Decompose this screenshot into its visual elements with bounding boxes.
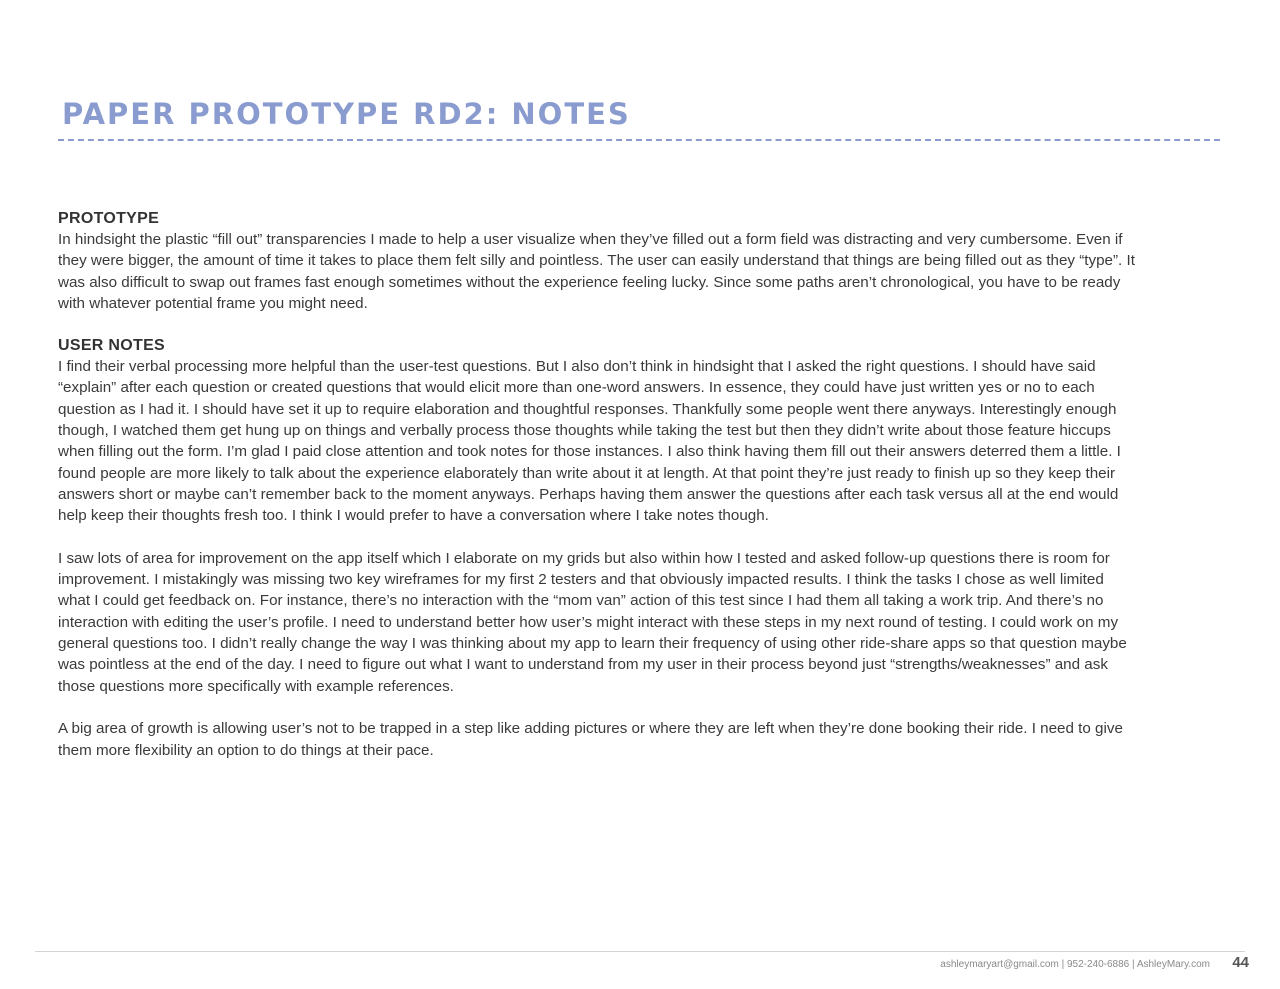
section-heading-user-notes: USER NOTES	[58, 337, 166, 355]
paragraph-spacer	[58, 697, 1138, 718]
footer-contact-info: ashleymaryart@gmail.com | 952-240-6886 | AshleyMary.com	[940, 959, 1210, 970]
section-heading-prototype: PROTOTYPE	[58, 210, 160, 227]
paragraph-spacer	[58, 527, 1138, 548]
user-notes-paragraph-1: I find their verbal processing more helpful than the user-test questions. But I also don’t think in hindsight that I asked the right questions. I should have said “explain” after each question or created questions that would elicit more than one-word answers. In essence, they could have just written yes or no to each question as I had it. I should have set it up to require elaboration and thoughtful responses. Thankfully some people went there anyways. Interestingly enough though, I watched them get hung up on things and verbally process those thoughts while taking the test but then they didn’t write about those feature hiccups when filling out the form. I’m glad I paid close attention and took notes for those instances. I also think having them fill out their answers deterred them a little. I found people are more likely to talk about the experience elaborately than write about it at length. At that point they’re just ready to finish up so they keep their answers short or maybe can’t remember back to the moment anyways. Perhaps having them answer the questions after each task versus all at the end would help keep their thoughts fresh too. I think I would prefer to have a conversation where I take notes though.	[58, 358, 1121, 525]
user-notes-paragraph-2: I saw lots of area for improvement on the app itself which I elaborate on my grids but also within how I tested and asked follow-up questions there is room for improvement. I mistakingly was missing two key wireframes for my first 2 testers and that obviously impacted results. I think the tasks I chose as well limited what I could get feedback on. For instance, there’s no interaction with the “mom van” action of this test since I had them all taking a work trip. And there’s no interaction with editing the user’s profile. I need to understand better how user’s might interact with these steps in my next round of testing. I could work on my general questions too. I didn’t really change the way I was thinking about my app to learn their frequency of using other ride-share apps so that question maybe was pointless at the end of the day. I need to figure out what I want to understand from my user in their process beyond just “strengths/weaknesses” and ask those questions more specifically with example references.	[58, 549, 1127, 695]
document-body	[58, 208, 1138, 761]
title-divider	[58, 139, 1220, 141]
page-number: 44	[1232, 954, 1249, 971]
section-spacer	[58, 314, 1138, 335]
page-title: PAPER PROTOTYPE RD2: NOTES	[62, 97, 631, 131]
user-notes-paragraph-3: A big area of growth is allowing user’s not to be trapped in a step like adding pictures or where they are left when they’re done booking their ride. I need to give them more flexibility an option to do things at their pace.	[58, 720, 1123, 759]
prototype-paragraph: In hindsight the plastic “fill out” transparencies I made to help a user visualize when they’ve filled out a form field was distracting and very cumbersome. Even if they were bigger, the amount of time it takes to place them felt silly and pointless. The user can easily understand that things are being filled out as they “type”. It was also difficult to swap out frames fast enough sometimes without the experience feeling lucky. Since some paths aren’t chronological, you have to be ready with whatever potential frame you might need.	[58, 231, 1135, 312]
footer-divider	[35, 951, 1245, 952]
